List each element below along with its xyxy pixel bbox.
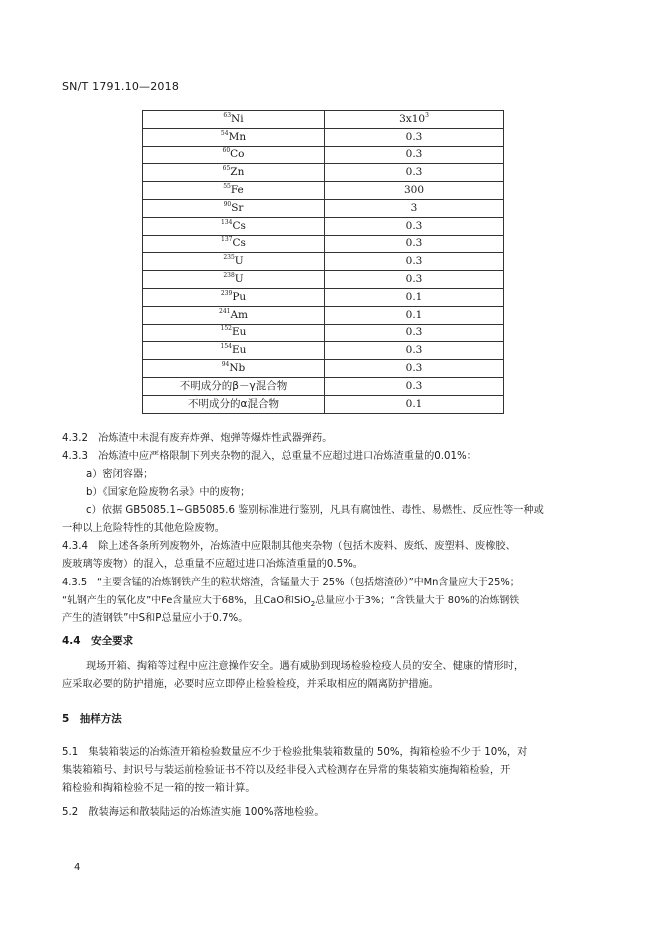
nuclide-symbol: Fe [230,184,244,197]
limit-value-cell [325,360,504,378]
nuclide-symbol: Co [230,148,245,161]
table-row [143,271,504,289]
clause-4-3-3-b: b）《国家危险废物名录》中的废物； [86,487,251,498]
nuclide-cell [143,235,325,253]
clause-4-3-5-line3: 产生的渣钢铁”中S和P总量应小于0.7%。 [62,613,249,624]
nuclide-cell [143,146,325,164]
mass-number: 134 [221,218,233,226]
limit-value: 0.3 [405,326,423,339]
nuclide-cell [143,306,325,324]
clause-4-3-5-subscript: 2 [310,599,316,608]
mass-number: 235 [223,254,235,262]
mass-number: 241 [219,307,231,315]
mass-number: 54 [220,129,229,137]
limit-value: 3x10 [399,112,426,125]
nuclide-symbol: Zn [230,166,245,179]
mass-number: 65 [222,165,231,173]
limit-value-cell [325,377,504,395]
clause-5-2: 5.2 散装海运和散装陆运的冶炼渣实施 100%落地检验。 [62,807,325,818]
limit-value-cell [325,253,504,271]
nuclide-symbol: Eu [232,326,247,339]
limit-value-cell [325,235,504,253]
mass-number: 94 [221,361,230,369]
mass-number: 152 [220,325,232,333]
section-4-4-heading: 4.4 安全要求 [62,635,134,647]
section-5-heading: 5 抽样方法 [62,713,122,725]
nuclide-cell [143,128,325,146]
limit-value: 0.3 [405,255,423,268]
limit-value: 0.3 [405,344,423,357]
clause-4-3-4-line1: 4.3.4 除上述各条所列废物外，冶炼渣中应限制其他夹杂物（包括木废料、废纸、废塑料、废橡胶、 [62,541,516,552]
nuclide-symbol: Cs [232,219,246,232]
table-row [143,146,504,164]
table-row [143,164,504,182]
nuclide-symbol: Ni [231,112,244,125]
nuclide-cell [143,271,325,289]
nuclide-cell [143,253,325,271]
nuclide-symbol: Nb [229,362,246,375]
limit-value: 0.3 [405,379,423,392]
limit-value: 0.3 [405,130,423,143]
table-row [143,377,504,395]
limit-value: 0.3 [405,273,423,286]
limit-value: 3 [410,201,418,214]
limit-value-cell [325,395,504,413]
clause-4-3-4-line2: 废玻璃等废物）的混入，总重量不应超过进口冶炼渣重量的0.5%。 [62,559,363,570]
nuclide-cell [143,288,325,306]
nuclide-cell [143,164,325,182]
table-row [143,199,504,217]
mass-number: 137 [221,236,233,244]
limit-value-cell [325,111,504,129]
nuclide-symbol: Sr [231,201,244,214]
limit-value-cell [325,217,504,235]
table-row [143,182,504,200]
table-row [143,217,504,235]
limit-value-cell [325,324,504,342]
limit-value-cell [325,271,504,289]
mass-number: 154 [220,343,232,351]
clause-4-3-3-c-line2: 一种以上危险特性的其他危险废物。 [62,523,225,534]
limit-exponent: 3 [425,111,429,119]
nuclide-cell [143,182,325,200]
limit-value: 0.1 [405,290,423,303]
clause-4-3-5-line1: 4.3.5 “主要含锰的冶炼钢铁产生的粒状熔渣，含锰量大于 25%（包括熔渣砂）”中Mn含量应大于25%； [62,577,520,588]
mass-number: 60 [222,147,231,155]
nuclide-symbol: U [234,273,244,286]
standard-header: SN/T 1791.10—2018 [62,80,180,93]
limit-value: 0.3 [405,166,423,179]
nuclide-symbol: Eu [232,344,247,357]
table-row [143,235,504,253]
nuclide-symbol: 不明成分的β－γ混合物 [179,379,288,392]
limit-value-cell [325,199,504,217]
clause-5-1-line2: 集装箱箱号、封识号与装运前检验证书不符以及经非侵入式检测存在异常的集装箱实施掏箱检验，开 [62,765,511,776]
nuclide-cell [143,199,325,217]
clause-4-3-3: 4.3.3 冶炼渣中应严格限制下列夹杂物的混入，总重量不应超过进口冶炼渣重量的0.01%： [62,451,477,462]
table-row [143,360,504,378]
nuclide-cell [143,111,325,129]
table-row [143,128,504,146]
nuclide-symbol: Cs [232,237,246,250]
nuclide-cell [143,395,325,413]
limit-value-cell [325,164,504,182]
mass-number: 90 [223,200,232,208]
table-row [143,306,504,324]
clause-4-3-5-line2-part2: 总量应小于3%；“含铁量大于 80%的冶炼钢铁 [315,595,520,606]
limit-value: 300 [403,184,425,197]
table-row [143,324,504,342]
limit-value: 0.3 [405,237,423,250]
nuclide-symbol: Mn [228,130,247,143]
nuclide-cell [143,324,325,342]
page-number: 4 [74,862,81,873]
clause-4-3-3-c-line1: c）依据 GB5085.1~GB5085.6 鉴别标准进行鉴别，凡具有腐蚀性、毒性、易燃性、反应性等一种或 [86,505,544,516]
limit-value: 0.3 [405,219,423,232]
nuclide-cell [143,217,325,235]
mass-number: 238 [223,272,235,280]
clause-4-3-2: 4.3.2 冶炼渣中未混有废弃炸弹、炮弹等爆炸性武器弹药。 [62,433,333,444]
nuclide-cell [143,342,325,360]
table-row [143,288,504,306]
nuclide-symbol: Pu [232,290,247,303]
nuclide-symbol: 不明成分的α混合物 [188,397,279,410]
limit-value: 0.1 [405,397,423,410]
nuclide-symbol: Am [230,308,248,321]
limit-value-cell [325,342,504,360]
nuclide-symbol: U [234,255,244,268]
limit-value-cell [325,306,504,324]
clause-5-1-line3: 箱检验和掏箱检验不足一箱的按一箱计算。 [62,783,256,794]
clause-4-3-5-line2-part1: “轧钢产生的氧化皮”中Fe含量应大于68%，且CaO和SiO [62,595,311,606]
table-row [143,111,504,129]
clause-4-4-line1: 现场开箱、掏箱等过程中应注意操作安全。遇有威胁到现场检验检疫人员的安全、健康的情形时， [86,661,525,672]
clause-4-3-3-a: a）密闭容器； [86,469,154,480]
nuclide-cell [143,360,325,378]
clause-5-1-line1: 5.1 集装箱装运的冶炼渣开箱检验数量应不少于检验批集装箱数量的 50%，掏箱检验不少于 10%，对 [62,747,528,758]
table-row [143,342,504,360]
limit-value: 0.3 [405,148,423,161]
mass-number: 55 [223,183,231,191]
mass-number: 63 [223,111,232,119]
limit-value-cell [325,182,504,200]
limit-value-cell [325,146,504,164]
limit-value-cell [325,128,504,146]
clause-4-4-line2: 应采取必要的防护措施，必要时应立即停止检验检疫，并采取相应的隔离防护措施。 [62,679,439,690]
mass-number: 239 [220,289,233,297]
limit-value: 0.3 [405,362,423,375]
nuclide-cell [143,377,325,395]
limit-value: 0.1 [405,308,423,321]
table-row [143,253,504,271]
table-row [143,395,504,413]
nuclide-limit-table [142,110,504,414]
limit-value-cell [325,288,504,306]
